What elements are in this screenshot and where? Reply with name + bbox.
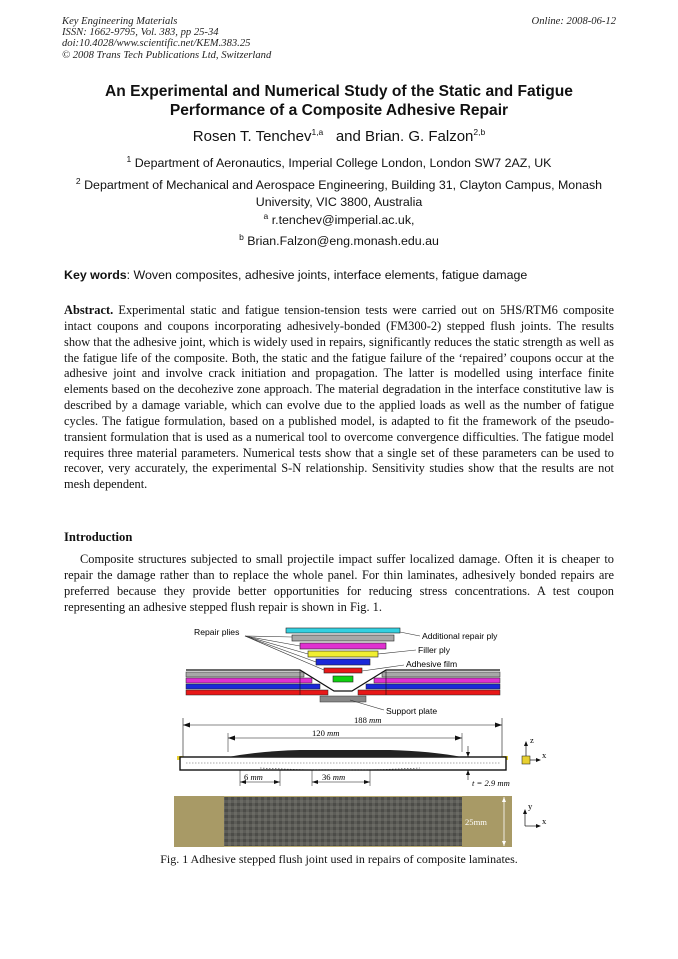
affiliation-1: $^1$ Department of Aeronautics, Imperial College London, London SW7 2AZ, UK <box>126 153 552 170</box>
figure-1 <box>0 620 678 852</box>
parent-laminate <box>186 670 500 702</box>
introduction-text: Composite structures subjected to small projectile impact suffer localized damage. Often it is cheaper to repair the damage rather than to replace the whole panel. For thin laminates, adhesively bonded repairs are preferred because they provide better opportunities for reducing stress concentrations. A test coupon representing an adhesive stepped flush repair is shown in Fig. 1. <box>64 552 614 614</box>
introduction-heading: Introduction <box>64 530 133 544</box>
repair-ply-gray <box>292 635 394 641</box>
side-view <box>177 718 541 786</box>
label-additional-repair-ply: Additional repair ply <box>422 631 498 641</box>
dim-middle: 120 mm <box>312 728 340 738</box>
abstract-label: Abstract. <box>64 303 114 317</box>
authors <box>60 128 618 145</box>
running-header <box>62 16 271 61</box>
keywords-text: : Woven composites, adhesive joints, interface elements, fatigue damage <box>126 268 528 282</box>
label-adhesive-film: Adhesive film <box>406 659 458 669</box>
repair-ply-red <box>324 668 362 673</box>
adhesive-center <box>333 676 353 682</box>
author-1: Rosen T. Tenchev <box>192 128 312 145</box>
abstract-text: Experimental static and fatigue tension-tension tests were carried out on 5HS/RTM6 composite intact coupons and coupons incorporating adhesively-bonded (FM300-2) stepped flush joints. The results show that the adhesive joint, which is widely used in repairs, significantly reduces the static strength as well as the fatigue life of the composite. Both, the static and the fatigue failure of the ‘repaired’ coupons occur at the adhesive joint and involve crack initiation and propagation. The latter is modelled using interface finite elements based on the decohezive zone approach. The material degradation in the interface constitutive law is described by a damage variable, which can evolve due to the applied loads as well as the number of fatigue cycles. The fatigue formulation, based on a published model, is adapted to fit the framework of the pseudo-transient formulation that is used as a numerical tool to overcome convergence difficulties. The fatigue model requires three material parameters. Numerical tests show that a single set of these parameters can be used to recover, very accurately, the experimental S-N relationship. Sensitivity studies show that the results are not mesh dependent. <box>64 303 614 492</box>
title-line-1: An Experimental and Numerical Study of the Static and Fatigue <box>105 83 573 100</box>
email-a[interactable]: $^a$ r.tenchev@imperial.ac.uk, <box>263 210 415 227</box>
abstract <box>64 303 614 493</box>
dim-thickness: t = 2.9 mm <box>472 778 510 788</box>
label-filler-ply: Filler ply <box>418 645 450 655</box>
author-2: and Brian. G. Falzon <box>335 128 474 145</box>
axis-x2-label: x <box>542 816 547 826</box>
title-line-2: Performance of a Composite Adhesive Repair <box>169 102 509 119</box>
online-date: Online: 2008-06-12 <box>531 16 616 27</box>
affiliation-2: $^2$ Department of Mechanical and Aerospace Engineering, Building 31, Clayton Campus, Monash University, VIC 3800, Australia <box>75 175 603 209</box>
dim-width: 25mm <box>465 817 487 827</box>
repair-ply-blue <box>316 659 370 665</box>
support-plate <box>320 696 366 702</box>
copyright: © 2008 Trans Tech Publications Ltd, Switzerland <box>62 49 272 61</box>
repair-ply-magenta <box>300 643 386 649</box>
journal-name: Key Engineering Materials <box>62 16 178 27</box>
axis-y-label: y <box>528 801 533 811</box>
label-support-plate: Support plate <box>386 706 438 716</box>
figure-1-caption: Fig. 1 Adhesive stepped flush joint used in repairs of composite laminates. <box>160 852 518 866</box>
author-2-sup: 2,b <box>473 127 486 137</box>
dim-center: 36 mm <box>322 772 346 782</box>
doi: doi:10.4028/www.scientific.net/KEM.383.25 <box>62 38 251 50</box>
author-1-sup: 1,a <box>311 127 324 137</box>
keywords <box>64 268 527 282</box>
dim-left: 6 mm <box>244 772 263 782</box>
email-b[interactable]: $^b$ Brian.Falzon@eng.monash.edu.au <box>239 231 439 248</box>
filler-ply <box>308 651 378 657</box>
keywords-label: Key words <box>64 268 127 282</box>
additional-repair-ply <box>286 628 400 633</box>
dim-total: 188 mm <box>354 715 382 725</box>
figure-1-svg <box>0 620 678 852</box>
axis-x-label: x <box>542 750 547 760</box>
axis-z-label: z <box>530 735 534 745</box>
issn: ISSN: 1662-9795, Vol. 383, pp 25-34 <box>62 27 219 39</box>
paper-title <box>60 82 618 120</box>
label-repair-plies: Repair plies <box>194 627 240 637</box>
